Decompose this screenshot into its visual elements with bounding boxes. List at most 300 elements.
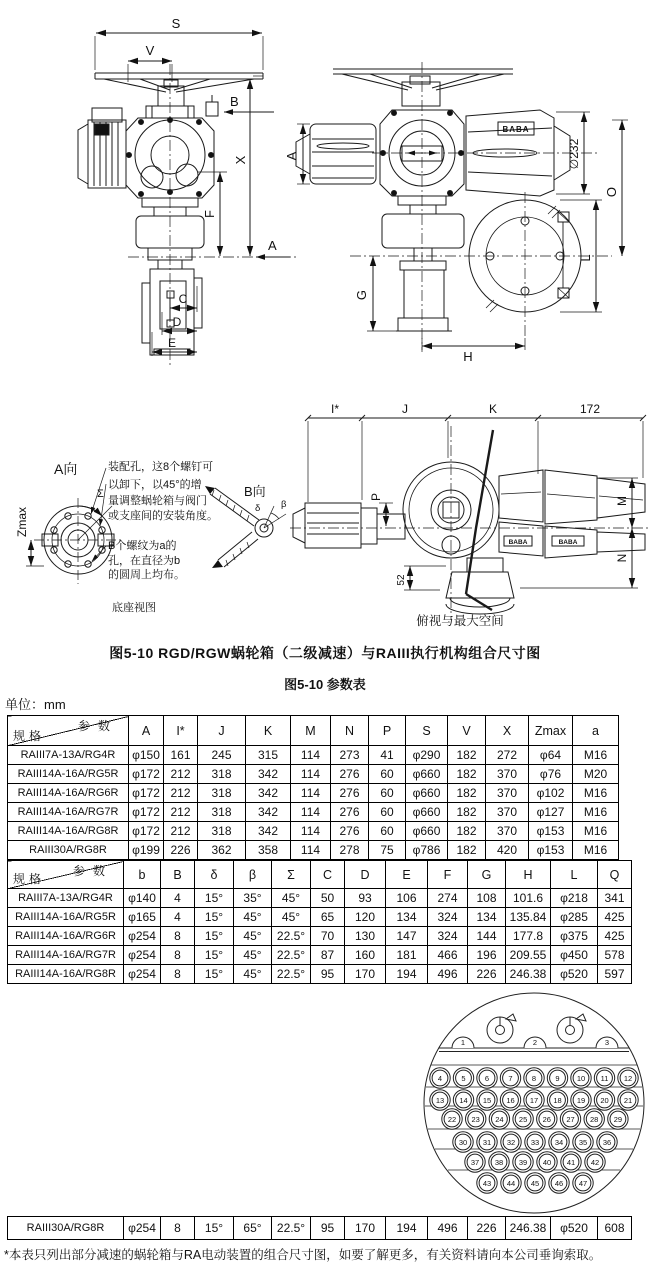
dim-label-g: G bbox=[354, 289, 369, 301]
table-row bbox=[8, 946, 632, 965]
terminal-pin bbox=[501, 1132, 521, 1152]
value-cell: 274 bbox=[428, 889, 468, 908]
value-cell: 95 bbox=[311, 1217, 345, 1240]
value-cell: 226 bbox=[468, 1217, 506, 1240]
terminal-pin-number: 7 bbox=[508, 1073, 513, 1083]
table-row bbox=[8, 746, 619, 765]
top-view-drawing bbox=[290, 402, 648, 628]
value-cell: φ520 bbox=[551, 1217, 598, 1240]
value-cell: 276 bbox=[331, 765, 369, 784]
value-cell: 93 bbox=[345, 889, 386, 908]
dimension-table-2-last-row bbox=[7, 1216, 632, 1240]
value-cell: 466 bbox=[428, 946, 468, 965]
dim-label-beta: β bbox=[281, 499, 287, 510]
terminal-pin-number: 45 bbox=[530, 1178, 540, 1188]
value-cell: 182 bbox=[448, 803, 486, 822]
terminal-pin-number: 29 bbox=[613, 1114, 623, 1124]
terminal-pin bbox=[618, 1090, 638, 1110]
terminal-pin bbox=[513, 1152, 533, 1172]
value-cell: 45° bbox=[234, 908, 272, 927]
value-cell: 65 bbox=[311, 908, 345, 927]
terminal-pin bbox=[549, 1132, 569, 1152]
table-caption: 图5-10 参数表 bbox=[284, 677, 366, 692]
terminal-pin-number: 33 bbox=[530, 1137, 540, 1147]
value-cell: 182 bbox=[448, 822, 486, 841]
terminal-pin-number: 41 bbox=[566, 1157, 576, 1167]
value-cell: 15° bbox=[195, 927, 234, 946]
column-header: I* bbox=[164, 716, 198, 746]
value-cell: 87 bbox=[311, 946, 345, 965]
terminal-pin-number: 40 bbox=[542, 1157, 552, 1167]
value-cell: 276 bbox=[331, 784, 369, 803]
dim-label-k: K bbox=[488, 402, 498, 416]
value-cell: 318 bbox=[198, 765, 246, 784]
value-cell: φ172 bbox=[129, 784, 164, 803]
terminal-pin bbox=[584, 1109, 604, 1129]
value-cell: 114 bbox=[291, 822, 331, 841]
terminal-pin bbox=[573, 1173, 593, 1193]
value-cell: 160 bbox=[345, 946, 386, 965]
column-header: G bbox=[468, 861, 506, 889]
table-row bbox=[8, 803, 619, 822]
value-cell: 209.55 bbox=[506, 946, 551, 965]
value-cell: 245 bbox=[198, 746, 246, 765]
table-row bbox=[8, 908, 632, 927]
value-cell: φ127 bbox=[529, 803, 573, 822]
dimension-drawing-top bbox=[0, 0, 650, 398]
terminal-pin bbox=[465, 1152, 485, 1172]
model-cell: RAIII14A-16A/RG6R bbox=[8, 784, 129, 803]
value-cell: 108 bbox=[468, 889, 506, 908]
value-cell: 182 bbox=[448, 765, 486, 784]
value-cell: φ285 bbox=[551, 908, 598, 927]
value-cell: 22.5° bbox=[272, 965, 311, 984]
terminal-pin-number: 11 bbox=[600, 1073, 609, 1083]
corner-label-model: 规格 bbox=[13, 872, 46, 886]
value-cell: 114 bbox=[291, 803, 331, 822]
table-row bbox=[8, 765, 619, 784]
terminal-bump-number: 1 bbox=[460, 1038, 466, 1047]
column-header: E bbox=[386, 861, 428, 889]
terminal-pin-number: 35 bbox=[578, 1137, 588, 1147]
terminal-pin bbox=[500, 1090, 520, 1110]
column-header: S bbox=[406, 716, 448, 746]
terminal-pin-number: 32 bbox=[506, 1137, 516, 1147]
model-cell: RAIII14A-16A/RG7R bbox=[8, 803, 129, 822]
terminal-pin-number: 43 bbox=[482, 1178, 492, 1188]
table-row bbox=[8, 889, 632, 908]
terminal-pin bbox=[453, 1068, 473, 1088]
terminal-pin-number: 38 bbox=[494, 1157, 504, 1167]
value-cell: 45° bbox=[234, 946, 272, 965]
terminal-pin-number: 19 bbox=[576, 1095, 586, 1105]
brand-logo: BABA bbox=[558, 539, 578, 546]
value-cell: 318 bbox=[198, 784, 246, 803]
value-cell: 22.5° bbox=[272, 1217, 311, 1240]
ground-terminal-2 bbox=[557, 1014, 586, 1043]
value-cell: 276 bbox=[331, 822, 369, 841]
value-cell: 212 bbox=[164, 784, 198, 803]
column-header: Q bbox=[598, 861, 632, 889]
terminal-pin-number: 27 bbox=[566, 1114, 575, 1124]
model-cell: RAIII14A-16A/RG7R bbox=[8, 946, 124, 965]
terminal-pin-number: 17 bbox=[529, 1095, 539, 1105]
value-cell: 134 bbox=[386, 908, 428, 927]
base-view-caption: 底座视图 bbox=[112, 602, 156, 614]
terminal-pin bbox=[597, 1132, 617, 1152]
dimension-drawing-middle bbox=[0, 398, 650, 638]
value-cell: 106 bbox=[386, 889, 428, 908]
value-cell: 130 bbox=[345, 927, 386, 946]
column-header: X bbox=[486, 716, 529, 746]
column-header: Zmax bbox=[529, 716, 573, 746]
terminal-pin-number: 25 bbox=[518, 1114, 528, 1124]
note1-line4: 或支座间的安装角度。 bbox=[108, 510, 218, 522]
value-cell: 278 bbox=[331, 841, 369, 860]
dim-label-sigma: Σ bbox=[97, 488, 104, 500]
terminal-pin-number: 5 bbox=[461, 1073, 466, 1083]
terminal-pin-number: 28 bbox=[590, 1114, 599, 1124]
terminal-pin-number: 36 bbox=[602, 1137, 612, 1147]
value-cell: 425 bbox=[598, 908, 632, 927]
view-title-b: B向 bbox=[244, 484, 266, 499]
value-cell: 45° bbox=[272, 908, 311, 927]
terminal-bump bbox=[524, 1037, 546, 1048]
value-cell: φ172 bbox=[129, 803, 164, 822]
column-header: C bbox=[311, 861, 345, 889]
side-view-drawing bbox=[284, 62, 628, 364]
column-header: P bbox=[369, 716, 406, 746]
terminal-pin-number: 23 bbox=[471, 1114, 480, 1124]
terminal-pin bbox=[525, 1173, 545, 1193]
brand-logo: BABA bbox=[502, 125, 530, 134]
terminal-pin bbox=[618, 1068, 638, 1088]
terminal-pin bbox=[573, 1132, 593, 1152]
value-cell: φ153 bbox=[529, 822, 573, 841]
terminal-pin bbox=[453, 1132, 473, 1152]
terminal-pin-number: 9 bbox=[555, 1073, 560, 1083]
terminal-pin bbox=[525, 1132, 545, 1152]
value-cell: 95 bbox=[311, 965, 345, 984]
terminal-pin bbox=[524, 1090, 544, 1110]
terminal-pin bbox=[547, 1068, 567, 1088]
note2-line1: B个螺纹为a的 bbox=[108, 540, 177, 552]
terminal-pin bbox=[537, 1109, 557, 1129]
unit-label: 单位：mm bbox=[5, 697, 66, 712]
value-cell: 226 bbox=[164, 841, 198, 860]
column-header: B bbox=[161, 861, 195, 889]
value-cell: 15° bbox=[195, 1217, 234, 1240]
terminal-pin-number: 42 bbox=[590, 1157, 600, 1167]
value-cell: 8 bbox=[161, 946, 195, 965]
terminal-pin-number: 12 bbox=[623, 1073, 633, 1083]
value-cell: 15° bbox=[195, 965, 234, 984]
terminal-pin-number: 14 bbox=[459, 1095, 468, 1105]
terminal-pin-number: 24 bbox=[495, 1114, 504, 1124]
terminal-pin bbox=[585, 1152, 605, 1172]
column-header: J bbox=[198, 716, 246, 746]
value-cell: 15° bbox=[195, 908, 234, 927]
value-cell: M16 bbox=[573, 822, 619, 841]
value-cell: 342 bbox=[246, 765, 291, 784]
terminal-pin-number: 26 bbox=[542, 1114, 551, 1124]
terminal-pin bbox=[524, 1068, 544, 1088]
dim-label-a2: A bbox=[284, 151, 299, 161]
value-cell: 318 bbox=[198, 822, 246, 841]
terminal-pin-number: 10 bbox=[576, 1073, 586, 1083]
terminal-pin-number: 18 bbox=[553, 1095, 562, 1105]
value-cell: 50 bbox=[311, 889, 345, 908]
value-cell: 212 bbox=[164, 765, 198, 784]
value-cell: 246.38 bbox=[506, 1217, 551, 1240]
dim-label-f: F bbox=[202, 210, 217, 218]
column-header: L bbox=[551, 861, 598, 889]
value-cell: 41 bbox=[369, 746, 406, 765]
terminal-pin-number: 4 bbox=[437, 1073, 443, 1083]
terminal-pin bbox=[430, 1090, 450, 1110]
value-cell: 341 bbox=[598, 889, 632, 908]
value-cell: 273 bbox=[331, 746, 369, 765]
column-header: A bbox=[129, 716, 164, 746]
value-cell: 226 bbox=[468, 965, 506, 984]
terminal-pin-number: 22 bbox=[447, 1114, 457, 1124]
terminal-bump-number: 2 bbox=[532, 1038, 538, 1047]
terminal-pin bbox=[513, 1109, 533, 1129]
terminal-pin bbox=[571, 1090, 591, 1110]
value-cell: M20 bbox=[573, 765, 619, 784]
value-cell: φ786 bbox=[406, 841, 448, 860]
ground-terminal-1 bbox=[487, 1014, 516, 1043]
value-cell: 135.84 bbox=[506, 908, 551, 927]
value-cell: 246.38 bbox=[506, 965, 551, 984]
note2-line3: 的圆周上均布。 bbox=[108, 569, 185, 581]
value-cell: 370 bbox=[486, 822, 529, 841]
corner-label-model: 规格 bbox=[13, 729, 46, 743]
value-cell: φ660 bbox=[406, 803, 448, 822]
corner-label-params: 参数 bbox=[72, 864, 113, 878]
value-cell: 276 bbox=[331, 803, 369, 822]
dim-label-l: L bbox=[578, 254, 593, 262]
value-cell: 194 bbox=[386, 1217, 428, 1240]
terminal-pin bbox=[442, 1109, 462, 1129]
value-cell: φ290 bbox=[406, 746, 448, 765]
dim-label-e: E bbox=[167, 336, 177, 350]
value-cell: φ76 bbox=[529, 765, 573, 784]
dim-label-52: 52 bbox=[396, 574, 407, 586]
value-cell: M16 bbox=[573, 746, 619, 765]
terminal-pin bbox=[453, 1090, 473, 1110]
table-row bbox=[8, 784, 619, 803]
value-cell: 8 bbox=[161, 1217, 195, 1240]
value-cell: 45° bbox=[234, 965, 272, 984]
dimension-table-1 bbox=[7, 715, 619, 860]
value-cell: 358 bbox=[246, 841, 291, 860]
value-cell: 8 bbox=[161, 927, 195, 946]
corner-header bbox=[8, 716, 129, 746]
terminal-pin-number: 8 bbox=[531, 1073, 537, 1083]
value-cell: 170 bbox=[345, 1217, 386, 1240]
value-cell: 597 bbox=[598, 965, 632, 984]
value-cell: φ64 bbox=[529, 746, 573, 765]
value-cell: φ375 bbox=[551, 927, 598, 946]
value-cell: 578 bbox=[598, 946, 632, 965]
value-cell: 496 bbox=[428, 965, 468, 984]
terminal-pin-number: 31 bbox=[482, 1137, 492, 1147]
value-cell: 370 bbox=[486, 784, 529, 803]
dim-label-v: V bbox=[145, 43, 155, 58]
view-label-a: A bbox=[268, 238, 277, 253]
dim-label-zmax: Zmax bbox=[15, 507, 29, 537]
value-cell: 181 bbox=[386, 946, 428, 965]
terminal-pin-number: 15 bbox=[482, 1095, 492, 1105]
dim-label-n: N bbox=[615, 553, 629, 563]
dim-label-b: B bbox=[230, 94, 239, 109]
terminal-pin bbox=[549, 1173, 569, 1193]
value-cell: 114 bbox=[291, 841, 331, 860]
value-cell: φ520 bbox=[551, 965, 598, 984]
dimension-table-2 bbox=[7, 860, 632, 984]
terminal-bump bbox=[596, 1037, 618, 1048]
terminal-pin bbox=[500, 1068, 520, 1088]
value-cell: 70 bbox=[311, 927, 345, 946]
value-cell: 370 bbox=[486, 803, 529, 822]
terminal-pin bbox=[608, 1109, 628, 1129]
value-cell: 342 bbox=[246, 822, 291, 841]
dim-label-172: 172 bbox=[579, 402, 601, 416]
terminal-layout-diagram bbox=[420, 986, 650, 1218]
value-cell: 177.8 bbox=[506, 927, 551, 946]
terminal-pin bbox=[537, 1152, 557, 1172]
dim-label-m: M bbox=[615, 496, 629, 506]
terminal-pin-number: 20 bbox=[600, 1095, 609, 1105]
value-cell: M16 bbox=[573, 841, 619, 860]
terminal-pin bbox=[477, 1173, 497, 1193]
value-cell: 147 bbox=[386, 927, 428, 946]
terminal-pin-number: 13 bbox=[435, 1095, 445, 1105]
value-cell: 4 bbox=[161, 889, 195, 908]
value-cell: φ254 bbox=[124, 946, 161, 965]
value-cell: 134 bbox=[468, 908, 506, 927]
value-cell: 420 bbox=[486, 841, 529, 860]
value-cell: 194 bbox=[386, 965, 428, 984]
note1-line1: 装配孔，这8个螺钉可 bbox=[108, 461, 214, 473]
value-cell: 362 bbox=[198, 841, 246, 860]
dim-label-d: D bbox=[172, 315, 182, 329]
value-cell: 342 bbox=[246, 803, 291, 822]
terminal-pin bbox=[560, 1109, 580, 1129]
value-cell: 65° bbox=[234, 1217, 272, 1240]
b-view-drawing bbox=[205, 484, 287, 568]
column-header: a bbox=[573, 716, 619, 746]
terminal-pin bbox=[466, 1109, 486, 1129]
value-cell: 101.6 bbox=[506, 889, 551, 908]
model-cell: RAIII14A-16A/RG6R bbox=[8, 927, 124, 946]
value-cell: 496 bbox=[428, 1217, 468, 1240]
value-cell: φ172 bbox=[129, 822, 164, 841]
value-cell: φ218 bbox=[551, 889, 598, 908]
column-header: Σ bbox=[272, 861, 311, 889]
column-header: H bbox=[506, 861, 551, 889]
value-cell: 60 bbox=[369, 822, 406, 841]
model-cell: RAIII14A-16A/RG8R bbox=[8, 822, 129, 841]
top-view-caption: 俯视与最大空间 bbox=[416, 614, 504, 628]
value-cell: 45° bbox=[272, 889, 311, 908]
terminal-bump bbox=[452, 1037, 474, 1048]
terminal-pin bbox=[489, 1109, 509, 1129]
value-cell: φ254 bbox=[124, 927, 161, 946]
value-cell: 35° bbox=[234, 889, 272, 908]
value-cell: 114 bbox=[291, 784, 331, 803]
column-header: D bbox=[345, 861, 386, 889]
terminal-pin-number: 44 bbox=[506, 1178, 516, 1188]
value-cell: φ102 bbox=[529, 784, 573, 803]
figure-caption: 图5-10 RGD/RGW蜗轮箱（二级减速）与RAIII执行机构组合尺寸图 bbox=[109, 645, 541, 661]
value-cell: φ254 bbox=[124, 965, 161, 984]
model-cell: RAIII14A-16A/RG5R bbox=[8, 908, 124, 927]
value-cell: 60 bbox=[369, 784, 406, 803]
terminal-pin bbox=[477, 1068, 497, 1088]
value-cell: 15° bbox=[195, 889, 234, 908]
value-cell: φ140 bbox=[124, 889, 161, 908]
model-cell: RAIII30A/RG8R bbox=[8, 841, 129, 860]
view-title-a: A向 bbox=[54, 461, 78, 477]
note2-line2: 孔，在直径为b bbox=[108, 555, 181, 567]
value-cell: 315 bbox=[246, 746, 291, 765]
terminal-bump-number: 3 bbox=[604, 1038, 610, 1047]
terminal-pin-number: 34 bbox=[554, 1137, 564, 1147]
note1-line3: 量调整蜗轮箱与阀门 bbox=[108, 495, 207, 507]
terminal-pin bbox=[501, 1173, 521, 1193]
value-cell: 120 bbox=[345, 908, 386, 927]
terminal-pin-number: 21 bbox=[623, 1095, 633, 1105]
value-cell: φ199 bbox=[129, 841, 164, 860]
value-cell: 182 bbox=[448, 746, 486, 765]
column-header: δ bbox=[195, 861, 234, 889]
terminal-pin bbox=[571, 1068, 591, 1088]
header-row bbox=[8, 716, 619, 746]
value-cell: 8 bbox=[161, 965, 195, 984]
value-cell: 272 bbox=[486, 746, 529, 765]
value-cell: M16 bbox=[573, 803, 619, 822]
value-cell: φ150 bbox=[129, 746, 164, 765]
value-cell: φ450 bbox=[551, 946, 598, 965]
terminal-pin bbox=[477, 1090, 497, 1110]
brand-logo: BABA bbox=[508, 539, 528, 546]
column-header: b bbox=[124, 861, 161, 889]
terminal-pin bbox=[489, 1152, 509, 1172]
footnote: *本表只列出部分减速的蜗轮箱与RA电动装置的组合尺寸图，如要了解更多，有关资料请向本公司垂询索取。 bbox=[4, 1248, 602, 1262]
value-cell: 114 bbox=[291, 765, 331, 784]
value-cell: 22.5° bbox=[272, 946, 311, 965]
value-cell: 45° bbox=[234, 927, 272, 946]
value-cell: 212 bbox=[164, 803, 198, 822]
value-cell: 318 bbox=[198, 803, 246, 822]
value-cell: φ660 bbox=[406, 822, 448, 841]
dim-label-o: O bbox=[604, 186, 619, 198]
value-cell: 114 bbox=[291, 746, 331, 765]
table-row bbox=[8, 822, 619, 841]
corner-header bbox=[8, 861, 124, 889]
terminal-pin bbox=[477, 1132, 497, 1152]
terminal-pin bbox=[547, 1090, 567, 1110]
value-cell: 22.5° bbox=[272, 927, 311, 946]
value-cell: 212 bbox=[164, 822, 198, 841]
front-view-drawing bbox=[78, 16, 296, 368]
assembly-notes bbox=[108, 459, 218, 581]
terminal-pin-number: 30 bbox=[458, 1137, 468, 1147]
value-cell: φ660 bbox=[406, 784, 448, 803]
value-cell: 608 bbox=[598, 1217, 632, 1240]
